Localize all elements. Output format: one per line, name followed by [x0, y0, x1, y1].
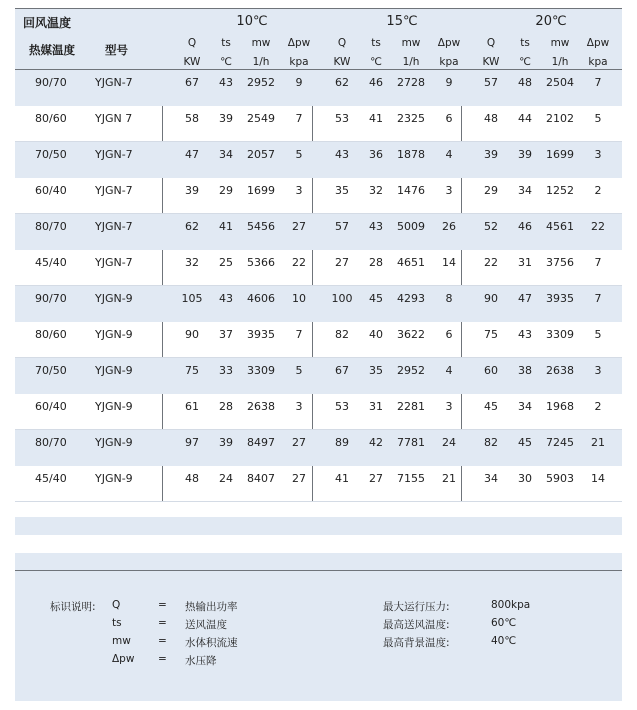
value-cell: 3: [295, 184, 303, 197]
legend-desc: 送风温度: [185, 619, 227, 631]
legend-equals: =: [158, 617, 167, 629]
value-cell: 89: [335, 436, 349, 449]
value-cell: 1968: [546, 400, 574, 413]
value-cell: 41: [369, 112, 383, 125]
legend-panel: [15, 570, 622, 701]
value-cell: 7781: [397, 436, 425, 449]
value-cell: 1878: [397, 148, 425, 161]
value-cell: 2549: [247, 112, 275, 125]
legend-equals: =: [158, 635, 167, 647]
value-cell: 62: [335, 76, 349, 89]
sub-header: [284, 37, 314, 69]
sub-header-name: Δpw: [586, 37, 610, 49]
empty-row: [15, 553, 622, 571]
value-cell: 2504: [546, 76, 574, 89]
heat-medium-temp-cell: 80/70: [35, 220, 67, 233]
table-row: [15, 286, 622, 322]
table-row: [15, 358, 622, 394]
legend-desc: 水压降: [185, 655, 217, 667]
heat-medium-temp-label: 热媒温度: [29, 43, 75, 57]
value-cell: 100: [331, 292, 353, 305]
value-cell: 43: [369, 220, 383, 233]
value-cell: 2: [594, 400, 602, 413]
value-cell: 9: [445, 76, 453, 89]
sub-header-name: mw: [401, 37, 421, 49]
value-cell: 39: [518, 148, 532, 161]
sub-header-name: Δpw: [287, 37, 311, 49]
value-cell: 3: [445, 184, 453, 197]
value-cell: 7: [295, 112, 303, 125]
value-cell: 58: [185, 112, 199, 125]
value-cell: 46: [518, 220, 532, 233]
value-cell: 2281: [397, 400, 425, 413]
model-cell: YJGN-9: [95, 328, 133, 341]
value-cell: 27: [369, 472, 383, 485]
sub-header: [327, 37, 357, 69]
value-cell: 3622: [397, 328, 425, 341]
sub-header-unit: KW: [482, 56, 500, 68]
value-cell: 90: [484, 292, 498, 305]
value-cell: 39: [484, 148, 498, 161]
value-cell: 4: [445, 148, 453, 161]
legend-equals: =: [158, 599, 167, 611]
heat-medium-temp-cell: 80/70: [35, 436, 67, 449]
table-row: [15, 106, 622, 142]
sub-header-name: ts: [371, 37, 381, 49]
sub-header-name: Q: [187, 37, 197, 49]
sub-header: [177, 37, 207, 69]
table-header-top: [15, 8, 622, 35]
spec-label: 最高背景温度:: [383, 637, 450, 649]
spec-value: 800kpa: [491, 599, 531, 611]
empty-row: [15, 517, 622, 535]
value-cell: 27: [292, 436, 306, 449]
sub-header-unit: kpa: [289, 56, 309, 68]
value-cell: 35: [335, 184, 349, 197]
value-cell: 26: [442, 220, 456, 233]
value-cell: 43: [219, 76, 233, 89]
value-cell: 7155: [397, 472, 425, 485]
spec-value: 40℃: [491, 635, 517, 647]
value-cell: 48: [185, 472, 199, 485]
value-cell: 97: [185, 436, 199, 449]
value-cell: 29: [484, 184, 498, 197]
sub-header: [246, 37, 276, 69]
value-cell: 8407: [247, 472, 275, 485]
heat-medium-temp-cell: 90/70: [35, 76, 67, 89]
value-cell: 61: [185, 400, 199, 413]
value-cell: 48: [518, 76, 532, 89]
value-cell: 25: [219, 256, 233, 269]
value-cell: 75: [185, 364, 199, 377]
value-cell: 3: [594, 148, 602, 161]
value-cell: 39: [185, 184, 199, 197]
legend-symbol: Δpw: [112, 653, 135, 665]
value-cell: 10: [292, 292, 306, 305]
value-cell: 2952: [247, 76, 275, 89]
legend-desc: 热输出功率: [185, 601, 238, 613]
legend-equals: =: [158, 653, 167, 665]
value-cell: 34: [484, 472, 498, 485]
value-cell: 53: [335, 400, 349, 413]
empty-row: [15, 535, 622, 554]
value-cell: 1252: [546, 184, 574, 197]
legend-title: 标识说明:: [50, 601, 96, 613]
value-cell: 30: [518, 472, 532, 485]
sub-header: [583, 37, 613, 69]
value-cell: 32: [185, 256, 199, 269]
sub-header-unit: ℃: [220, 56, 232, 68]
value-cell: 34: [518, 400, 532, 413]
value-cell: 2102: [546, 112, 574, 125]
sub-header: [361, 37, 391, 69]
group-header-10: 10℃: [236, 14, 268, 29]
spec-label: 最高送风温度:: [383, 619, 450, 631]
value-cell: 5: [295, 148, 303, 161]
value-cell: 27: [292, 220, 306, 233]
legend-symbol: mw: [112, 635, 131, 647]
model-cell: YJGN-7: [95, 184, 133, 197]
model-cell: YJGN-7: [95, 220, 133, 233]
table-row: [15, 178, 622, 214]
value-cell: 67: [335, 364, 349, 377]
model-cell: YJGN-9: [95, 436, 133, 449]
value-cell: 45: [484, 400, 498, 413]
value-cell: 27: [335, 256, 349, 269]
value-cell: 47: [518, 292, 532, 305]
value-cell: 31: [518, 256, 532, 269]
value-cell: 2638: [546, 364, 574, 377]
value-cell: 35: [369, 364, 383, 377]
table-row: [15, 430, 622, 466]
value-cell: 28: [219, 400, 233, 413]
table-row: [15, 394, 622, 430]
value-cell: 2: [594, 184, 602, 197]
return-air-temp-title: 回风温度: [23, 16, 72, 30]
sub-header-name: Q: [486, 37, 496, 49]
value-cell: 2325: [397, 112, 425, 125]
legend-symbol: Q: [112, 599, 121, 611]
value-cell: 4293: [397, 292, 425, 305]
value-cell: 14: [591, 472, 605, 485]
sub-header-name: Δpw: [437, 37, 461, 49]
model-cell: YJGN-7: [95, 148, 133, 161]
value-cell: 82: [484, 436, 498, 449]
value-cell: 3309: [546, 328, 574, 341]
value-cell: 7: [594, 76, 602, 89]
value-cell: 7: [594, 256, 602, 269]
value-cell: 5: [594, 112, 602, 125]
value-cell: 24: [219, 472, 233, 485]
value-cell: 3756: [546, 256, 574, 269]
value-cell: 3935: [546, 292, 574, 305]
legend-symbol: ts: [112, 617, 122, 629]
heat-medium-temp-cell: 80/60: [35, 328, 67, 341]
value-cell: 52: [484, 220, 498, 233]
sub-header-name: mw: [251, 37, 271, 49]
value-cell: 45: [369, 292, 383, 305]
sub-header-name: Q: [337, 37, 347, 49]
table-row: [15, 250, 622, 286]
value-cell: 2952: [397, 364, 425, 377]
sub-header-unit: ℃: [370, 56, 382, 68]
value-cell: 46: [369, 76, 383, 89]
value-cell: 3: [295, 400, 303, 413]
value-cell: 7245: [546, 436, 574, 449]
sub-header-name: mw: [550, 37, 570, 49]
model-cell: YJGN-9: [95, 364, 133, 377]
value-cell: 14: [442, 256, 456, 269]
value-cell: 41: [219, 220, 233, 233]
table-row: [15, 322, 622, 358]
value-cell: 47: [185, 148, 199, 161]
value-cell: 90: [185, 328, 199, 341]
value-cell: 4561: [546, 220, 574, 233]
value-cell: 53: [335, 112, 349, 125]
value-cell: 2057: [247, 148, 275, 161]
value-cell: 34: [518, 184, 532, 197]
value-cell: 42: [369, 436, 383, 449]
table-row: [15, 214, 622, 250]
heat-medium-temp-cell: 80/60: [35, 112, 67, 125]
value-cell: 1699: [247, 184, 275, 197]
value-cell: 5: [295, 364, 303, 377]
heat-medium-temp-cell: 60/40: [35, 400, 67, 413]
heat-medium-temp-cell: 45/40: [35, 472, 67, 485]
sub-header: [545, 37, 575, 69]
value-cell: 21: [591, 436, 605, 449]
value-cell: 39: [219, 112, 233, 125]
value-cell: 2728: [397, 76, 425, 89]
value-cell: 38: [518, 364, 532, 377]
model-label: 型号: [105, 43, 128, 57]
model-cell: YJGN-7: [95, 76, 133, 89]
value-cell: 4606: [247, 292, 275, 305]
value-cell: 6: [445, 328, 453, 341]
value-cell: 82: [335, 328, 349, 341]
sub-header: [211, 37, 241, 69]
value-cell: 3: [594, 364, 602, 377]
sub-header-unit: kpa: [588, 56, 608, 68]
value-cell: 57: [335, 220, 349, 233]
value-cell: 43: [518, 328, 532, 341]
value-cell: 41: [335, 472, 349, 485]
sub-header-unit: KW: [183, 56, 201, 68]
value-cell: 37: [219, 328, 233, 341]
value-cell: 5366: [247, 256, 275, 269]
value-cell: 34: [219, 148, 233, 161]
group-header-15: 15℃: [386, 14, 418, 29]
sub-header: [510, 37, 540, 69]
value-cell: 3: [445, 400, 453, 413]
value-cell: 57: [484, 76, 498, 89]
value-cell: 40: [369, 328, 383, 341]
table-row: [15, 466, 622, 502]
value-cell: 62: [185, 220, 199, 233]
value-cell: 39: [219, 436, 233, 449]
model-cell: YJGN-9: [95, 472, 133, 485]
value-cell: 60: [484, 364, 498, 377]
value-cell: 43: [219, 292, 233, 305]
sub-header-unit: 1/h: [252, 56, 270, 68]
value-cell: 1699: [546, 148, 574, 161]
sub-header-unit: 1/h: [402, 56, 420, 68]
value-cell: 6: [445, 112, 453, 125]
sub-header: [396, 37, 426, 69]
value-cell: 29: [219, 184, 233, 197]
sub-header-unit: ℃: [519, 56, 531, 68]
table-row: [15, 70, 622, 106]
value-cell: 9: [295, 76, 303, 89]
value-cell: 33: [219, 364, 233, 377]
group-header-20: 20℃: [535, 14, 567, 29]
value-cell: 22: [484, 256, 498, 269]
heat-medium-temp-cell: 90/70: [35, 292, 67, 305]
value-cell: 8: [445, 292, 453, 305]
value-cell: 43: [335, 148, 349, 161]
value-cell: 22: [292, 256, 306, 269]
value-cell: 3309: [247, 364, 275, 377]
value-cell: 3935: [247, 328, 275, 341]
heat-medium-temp-cell: 60/40: [35, 184, 67, 197]
sub-header-name: ts: [221, 37, 231, 49]
value-cell: 75: [484, 328, 498, 341]
value-cell: 5903: [546, 472, 574, 485]
value-cell: 31: [369, 400, 383, 413]
value-cell: 27: [292, 472, 306, 485]
value-cell: 5: [594, 328, 602, 341]
sub-header-unit: kpa: [439, 56, 459, 68]
value-cell: 4651: [397, 256, 425, 269]
model-cell: YJGN 7: [95, 112, 133, 125]
legend-desc: 水体积流速: [185, 637, 238, 649]
sub-header: [434, 37, 464, 69]
value-cell: 45: [518, 436, 532, 449]
spec-label: 最大运行压力:: [383, 601, 450, 613]
value-cell: 32: [369, 184, 383, 197]
model-cell: YJGN-9: [95, 292, 133, 305]
value-cell: 5009: [397, 220, 425, 233]
value-cell: 36: [369, 148, 383, 161]
value-cell: 24: [442, 436, 456, 449]
value-cell: 48: [484, 112, 498, 125]
value-cell: 7: [295, 328, 303, 341]
value-cell: 21: [442, 472, 456, 485]
table-header-sub: [15, 34, 622, 70]
table-row: [15, 142, 622, 178]
sub-header-unit: KW: [333, 56, 351, 68]
value-cell: 44: [518, 112, 532, 125]
value-cell: 67: [185, 76, 199, 89]
value-cell: 5456: [247, 220, 275, 233]
sub-header: [476, 37, 506, 69]
sub-header-unit: 1/h: [551, 56, 569, 68]
value-cell: 22: [591, 220, 605, 233]
model-cell: YJGN-7: [95, 256, 133, 269]
heat-medium-temp-cell: 45/40: [35, 256, 67, 269]
value-cell: 7: [594, 292, 602, 305]
spec-value: 60℃: [491, 617, 517, 629]
value-cell: 4: [445, 364, 453, 377]
value-cell: 28: [369, 256, 383, 269]
heat-medium-temp-cell: 70/50: [35, 364, 67, 377]
sub-header-name: ts: [520, 37, 530, 49]
value-cell: 105: [181, 292, 203, 305]
value-cell: 8497: [247, 436, 275, 449]
heat-medium-temp-cell: 70/50: [35, 148, 67, 161]
value-cell: 1476: [397, 184, 425, 197]
model-cell: YJGN-9: [95, 400, 133, 413]
value-cell: 2638: [247, 400, 275, 413]
